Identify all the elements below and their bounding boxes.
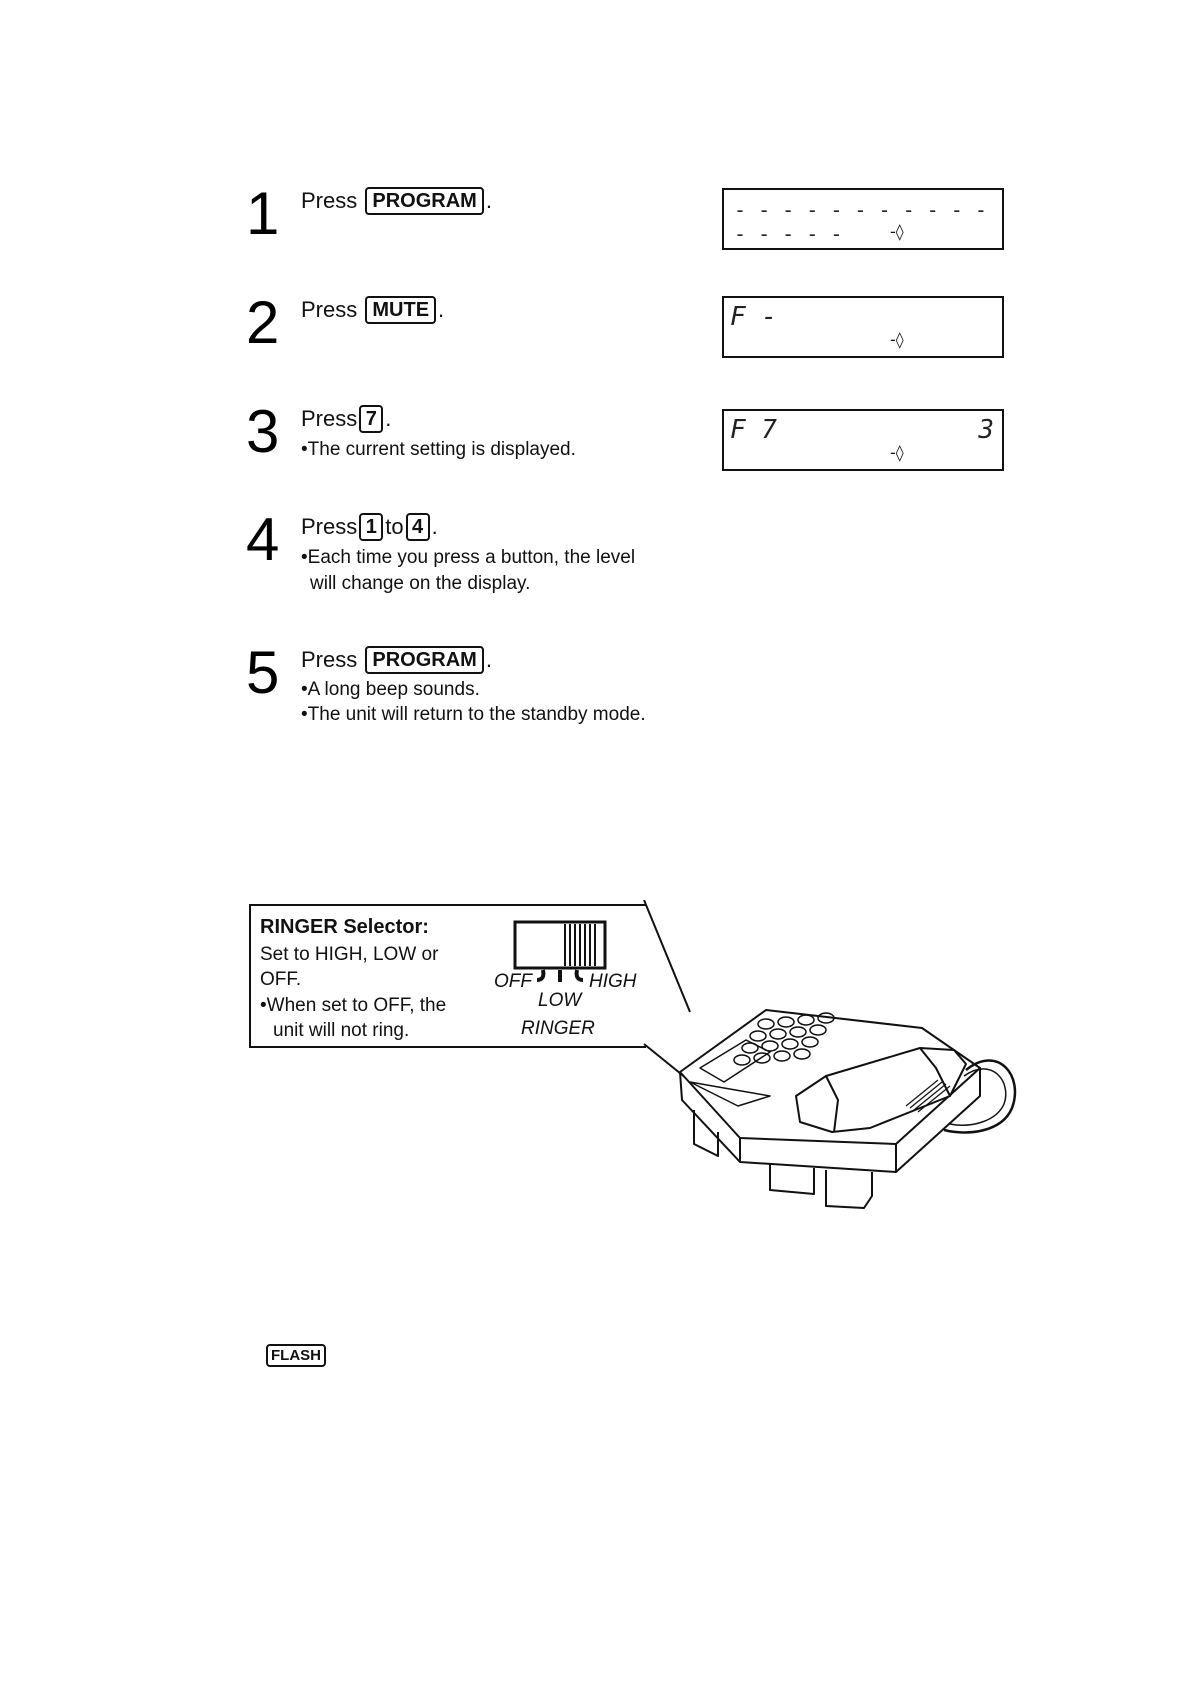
step-note: •The current setting is displayed. <box>301 439 576 460</box>
program-key: PROGRAM <box>365 646 483 674</box>
switch-label-high: HIGH <box>589 971 637 992</box>
ringer-text: unit will not ring. <box>273 1020 410 1041</box>
telephone-illustration <box>620 900 1020 1220</box>
digit-1-key: 1 <box>359 513 383 541</box>
step-instruction: Press 1 to 4 . <box>301 514 438 539</box>
step-number: 4 <box>246 506 280 573</box>
digit-4-key: 4 <box>406 513 430 541</box>
step-note: will change on the display. <box>310 573 531 594</box>
arrow-icon: -◊ <box>890 330 904 349</box>
lcd-right-text: 3 <box>978 415 994 445</box>
step-note: •The unit will return to the standby mode. <box>301 704 646 725</box>
mute-key: MUTE <box>365 296 436 324</box>
step-1 <box>246 180 706 247</box>
step-4 <box>246 506 706 594</box>
step-number: 3 <box>246 398 280 465</box>
step-note: •A long beep sounds. <box>301 679 480 700</box>
lcd-display-3 <box>722 409 1004 471</box>
lcd-left-text: F - <box>730 302 777 332</box>
ringer-title: RINGER Selector: <box>260 916 429 938</box>
step-instruction: Press PROGRAM . <box>301 188 492 213</box>
ringer-text: •When set to OFF, the <box>260 995 447 1016</box>
ringer-text: OFF. <box>260 969 302 990</box>
digit-7-key: 7 <box>359 405 383 433</box>
step-3 <box>246 398 706 465</box>
step-5 <box>246 639 706 725</box>
lcd-left-text: F 7 <box>730 415 777 445</box>
step-instruction: Press 7 . <box>301 406 392 431</box>
lcd-display-1 <box>722 188 1004 250</box>
step-number: 5 <box>246 639 280 706</box>
step-instruction: Press PROGRAM . <box>301 647 492 672</box>
step-number: 2 <box>246 289 280 356</box>
lcd-display-2 <box>722 296 1004 358</box>
arrow-icon: -◊ <box>890 222 904 241</box>
step-note: •Each time you press a button, the level <box>301 547 636 568</box>
switch-label-ringer: RINGER <box>521 1018 595 1039</box>
arrow-icon: -◊ <box>890 443 904 462</box>
ringer-text: Set to HIGH, LOW or <box>260 944 439 965</box>
switch-label-low: LOW <box>538 990 582 1011</box>
flash-key: FLASH <box>266 1344 326 1367</box>
step-instruction: Press MUTE . <box>301 297 445 322</box>
step-number: 1 <box>246 180 280 247</box>
ringer-callout <box>249 904 646 1048</box>
step-2 <box>246 289 706 356</box>
program-key: PROGRAM <box>365 187 483 215</box>
switch-label-off: OFF <box>494 971 532 992</box>
lcd-dashes: - - - - - - - - - - - - - - - - <box>734 198 987 246</box>
